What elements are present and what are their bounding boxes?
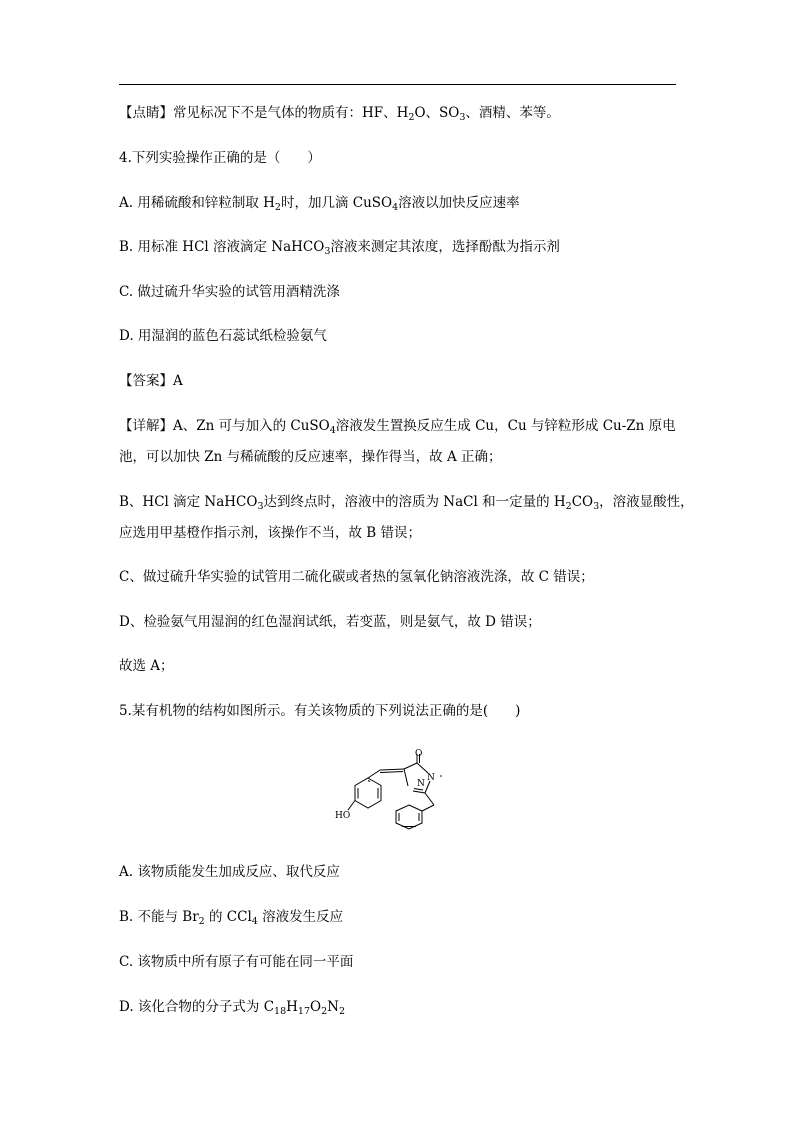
tip-line: 【点睛】常见标况下不是气体的物质有：HF、$H_2O$、$SO_3$、酒精、苯等。 bbox=[119, 105, 560, 123]
q4-option-d: D. 用湿润的蓝色石蕊试纸检验氨气 bbox=[119, 328, 327, 344]
q4-detail-line-1: 【详解】A、Zn 可与加入的 CuSO$_4$溶液发生置换反应生成 Cu，Cu 与锌粒形成 Cu-Zn 原电 bbox=[119, 418, 676, 436]
label-nitrogen-2: N bbox=[417, 779, 425, 789]
q4-option-c: C. 做过硫升华实验的试管用酒精洗涤 bbox=[119, 284, 340, 300]
label-nitrogen-1: N bbox=[427, 773, 435, 783]
q4-detail-line-3: B、HCl 滴定 NaHCO$_3$达到终点时，溶液中的溶质为 NaCl 和一定量的 $H_2CO_3$，溶液显酸性， bbox=[119, 494, 694, 512]
q4-option-b: B. 用标准 HCl 溶液滴定 NaHCO$_3$溶液来测定其浓度，选择酚酞为指示剂 bbox=[119, 239, 560, 257]
q4-answer: 【答案】A bbox=[119, 373, 183, 389]
q5-option-a: A. 该物质能发生加成反应、取代反应 bbox=[119, 864, 340, 880]
label-hydroxyl: HO bbox=[335, 811, 351, 821]
q5-stem: 5.某有机物的结构如图所示。有关该物质的下列说法正确的是( ) bbox=[119, 703, 521, 719]
q4-detail-line-6: D、检验氨气用湿润的红色湿润试纸，若变蓝，则是氨气，故 D 错误； bbox=[119, 614, 541, 630]
q5-option-c: C. 该物质中所有原子有可能在同一平面 bbox=[119, 954, 354, 970]
q4-detail-line-5: C、做过硫升华实验的试管用二硫化碳或者热的氢氧化钠溶液洗涤，故 C 错误； bbox=[119, 569, 594, 585]
molecule-structure-svg bbox=[330, 748, 475, 834]
label-oxygen: O bbox=[415, 749, 423, 759]
phenyl-ring bbox=[396, 805, 422, 829]
phenol-ring bbox=[355, 778, 381, 808]
q4-option-a: A. 用稀硫酸和锌粒制取 $H_2$时，加几滴 CuSO$_4$溶液以加快反应速率 bbox=[119, 195, 520, 213]
q5-option-b: B. 不能与 $Br_2$ 的 CCl$_4$ 溶液发生反应 bbox=[119, 909, 344, 927]
dot-mark bbox=[440, 775, 442, 777]
q5-option-d: D. 该化合物的分子式为 $C_{18}H_{17}O_2N_2$ bbox=[119, 999, 345, 1017]
q4-conclusion: 故选 A； bbox=[119, 658, 174, 674]
q4-detail-line-2: 池，可以加快 Zn 与稀硫酸的反应速率，操作得当，故 A 正确； bbox=[119, 449, 502, 465]
header-rule bbox=[119, 84, 676, 85]
molecule-structure-figure bbox=[330, 748, 475, 834]
q4-detail-line-4: 应选用甲基橙作指示剂，该操作不当，故 B 错误； bbox=[119, 525, 422, 541]
q4-stem: 4.下列实验操作正确的是（ ） bbox=[119, 150, 321, 166]
tip-label: 【点睛】 bbox=[119, 105, 173, 121]
